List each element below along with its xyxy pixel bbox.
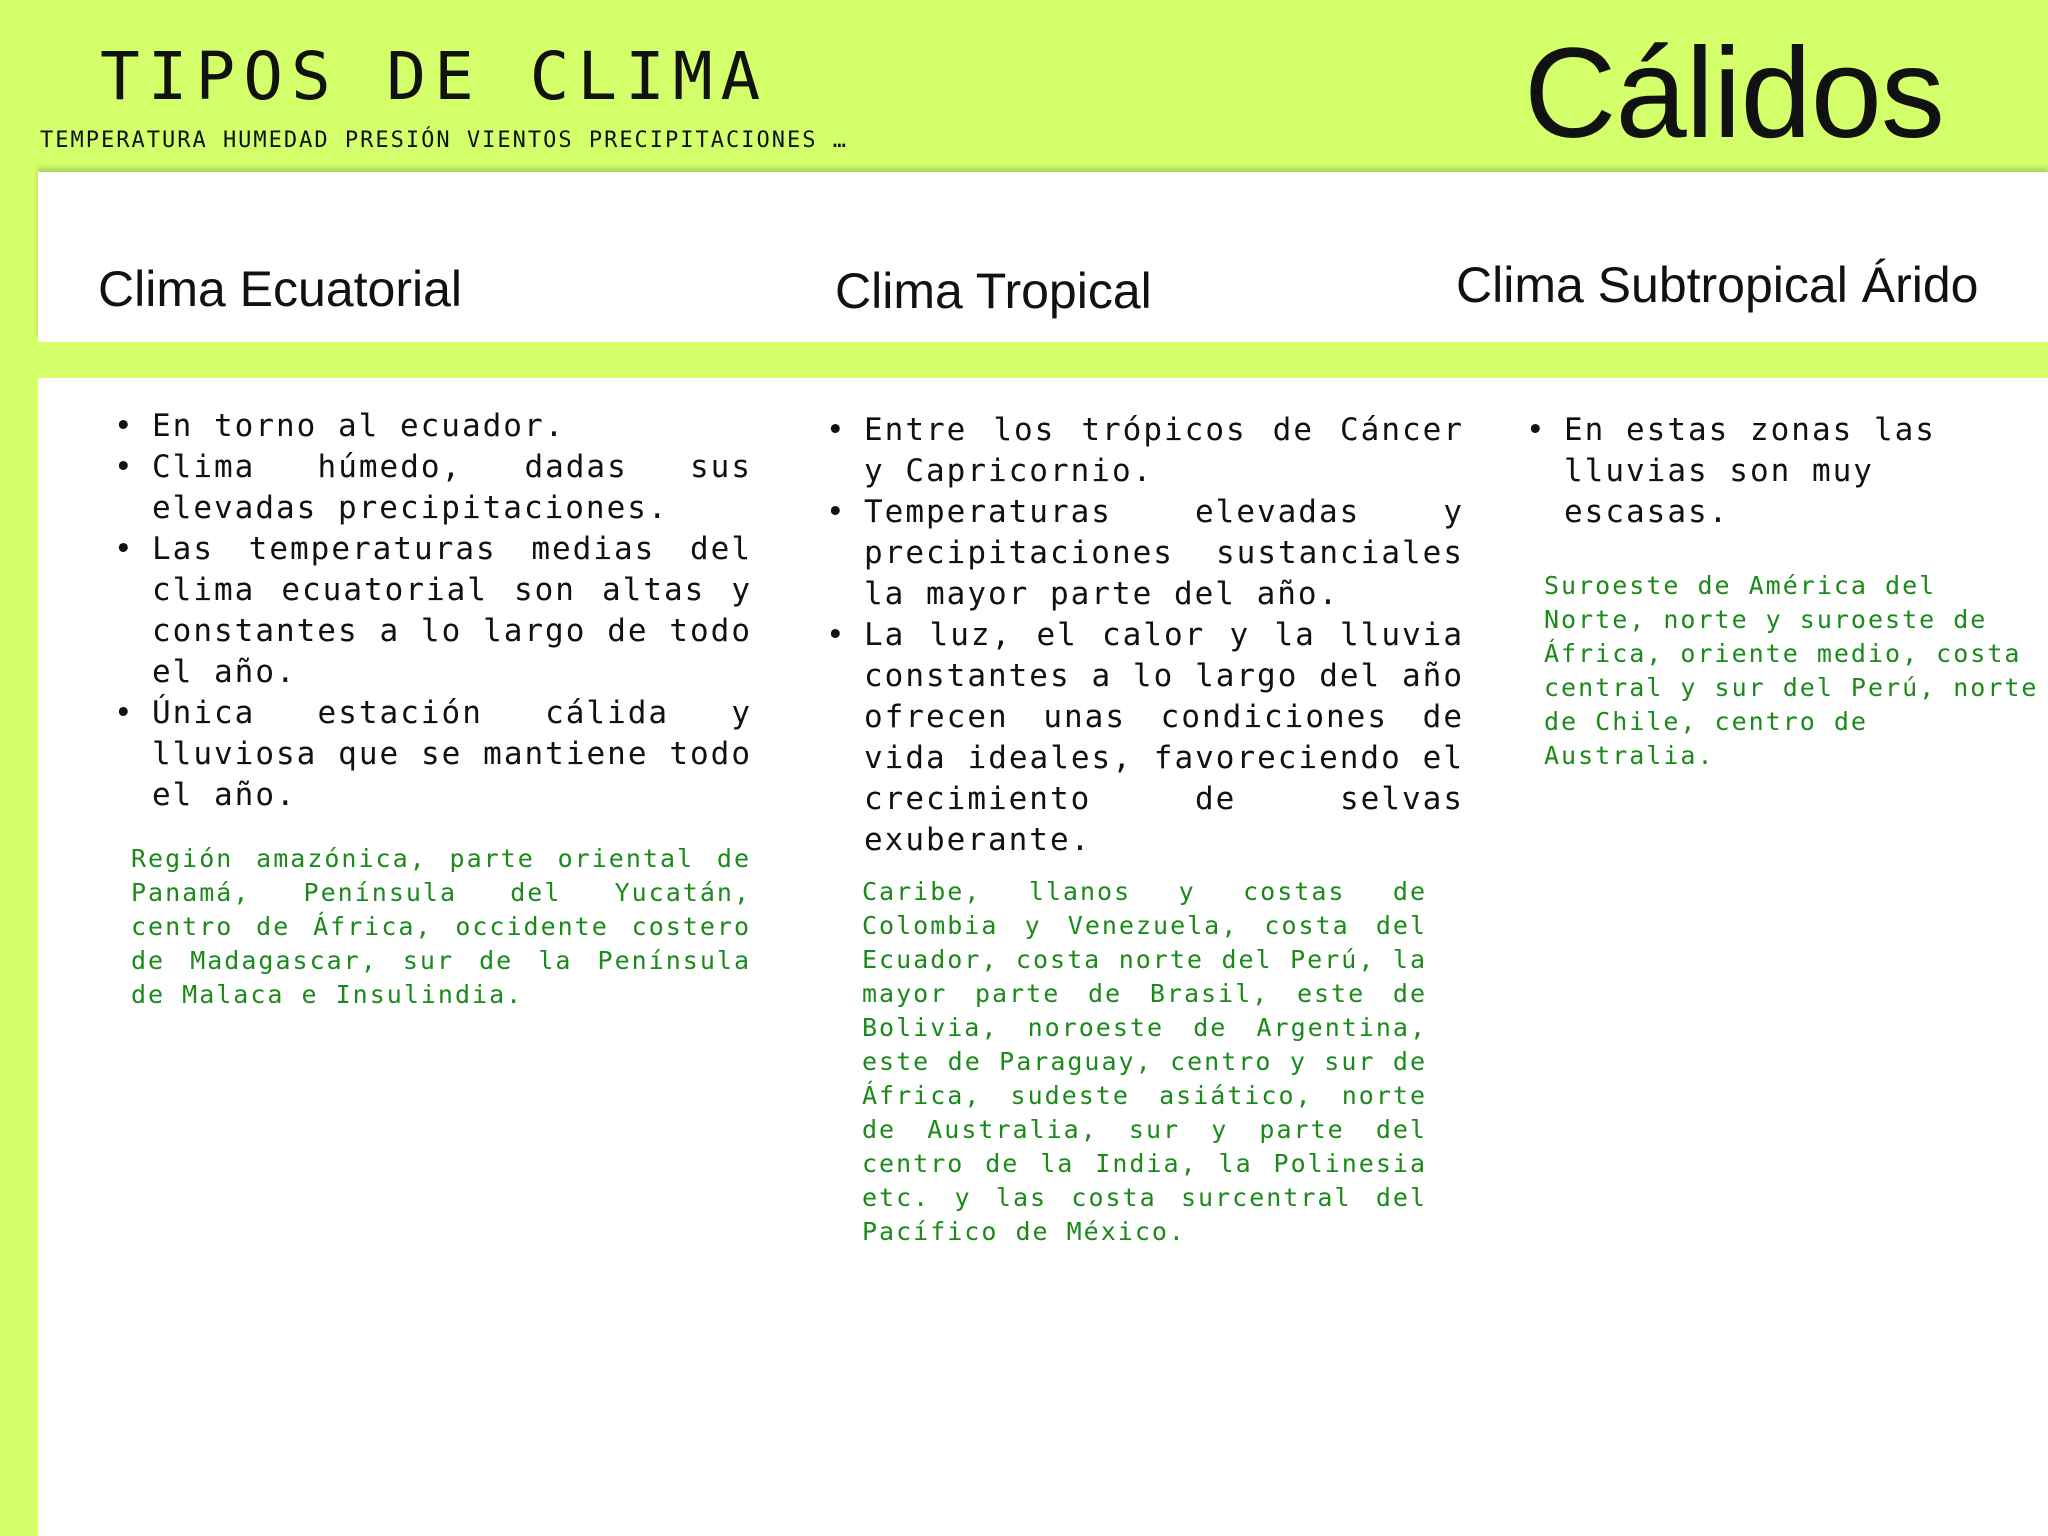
heading-clima-tropical: Clima Tropical <box>835 263 1152 319</box>
bullet-list <box>1524 410 1944 533</box>
bullet-list <box>824 410 1464 861</box>
header <box>0 0 2048 170</box>
column-heading-band <box>38 172 2048 342</box>
list-item: • Las temperaturas medias del clima ecuatorial son altas y constantes a lo largo de todo el año. <box>112 529 752 693</box>
region-text: Región amazónica, parte oriental de Panamá, Península del Yucatán, centro de África, occidente costero de Madagascar, sur de la Península de Malaca e Insulindia. <box>131 844 751 1009</box>
heading-clima-ecuatorial: Clima Ecuatorial <box>98 261 463 317</box>
column-subtropical-arido <box>1486 378 2046 773</box>
list-item: • Temperaturas elevadas y precipitaciones sustanciales la mayor parte del año. <box>824 492 1464 615</box>
list-item: • La luz, el calor y la lluvia constantes a lo largo del año ofrecen unas condiciones de vida ideales, favoreciendo el crecimiento de selvas exuberante. <box>824 615 1464 861</box>
bullet-list <box>112 406 752 816</box>
category-title: Cálidos <box>1524 22 1944 165</box>
region-text: Caribe, llanos y costas de Colombia y Venezuela, costa del Ecuador, costa norte del Perú, la mayor parte de Brasil, este de Bolivia, noroeste de Argentina, este de Paraguay, centro y sur de África, sudeste asiático, norte de Australia, sur y parte del centro de la India, la Polinesia etc. y las costa surcentral del Pacífico de México. <box>862 877 1427 1246</box>
column-tropical <box>790 378 1490 1249</box>
region-text: Suroeste de América del Norte, norte y suroeste de África, oriente medio, costa central y sur del Perú, norte de Chile, centro de Australia. <box>1544 571 2039 770</box>
column-ecuatorial <box>76 378 756 1012</box>
content-panel <box>38 378 2048 1536</box>
page-subtitle: TEMPERATURA HUMEDAD PRESIÓN VIENTOS PRECIPITACIONES … <box>40 128 848 153</box>
list-item: • En estas zonas las lluvias son muy escasas. <box>1524 410 1944 533</box>
heading-clima-subtropical-arido: Clima Subtropical Árido <box>1456 257 1979 313</box>
list-item: • Clima húmedo, dadas sus elevadas precipitaciones. <box>112 447 752 529</box>
list-item: • Entre los trópicos de Cáncer y Capricornio. <box>824 410 1464 492</box>
page-title: TIPOS DE CLIMA <box>100 38 769 115</box>
list-item: • Única estación cálida y lluviosa que se mantiene todo el año. <box>112 693 752 816</box>
list-item: • En torno al ecuador. <box>112 406 752 447</box>
